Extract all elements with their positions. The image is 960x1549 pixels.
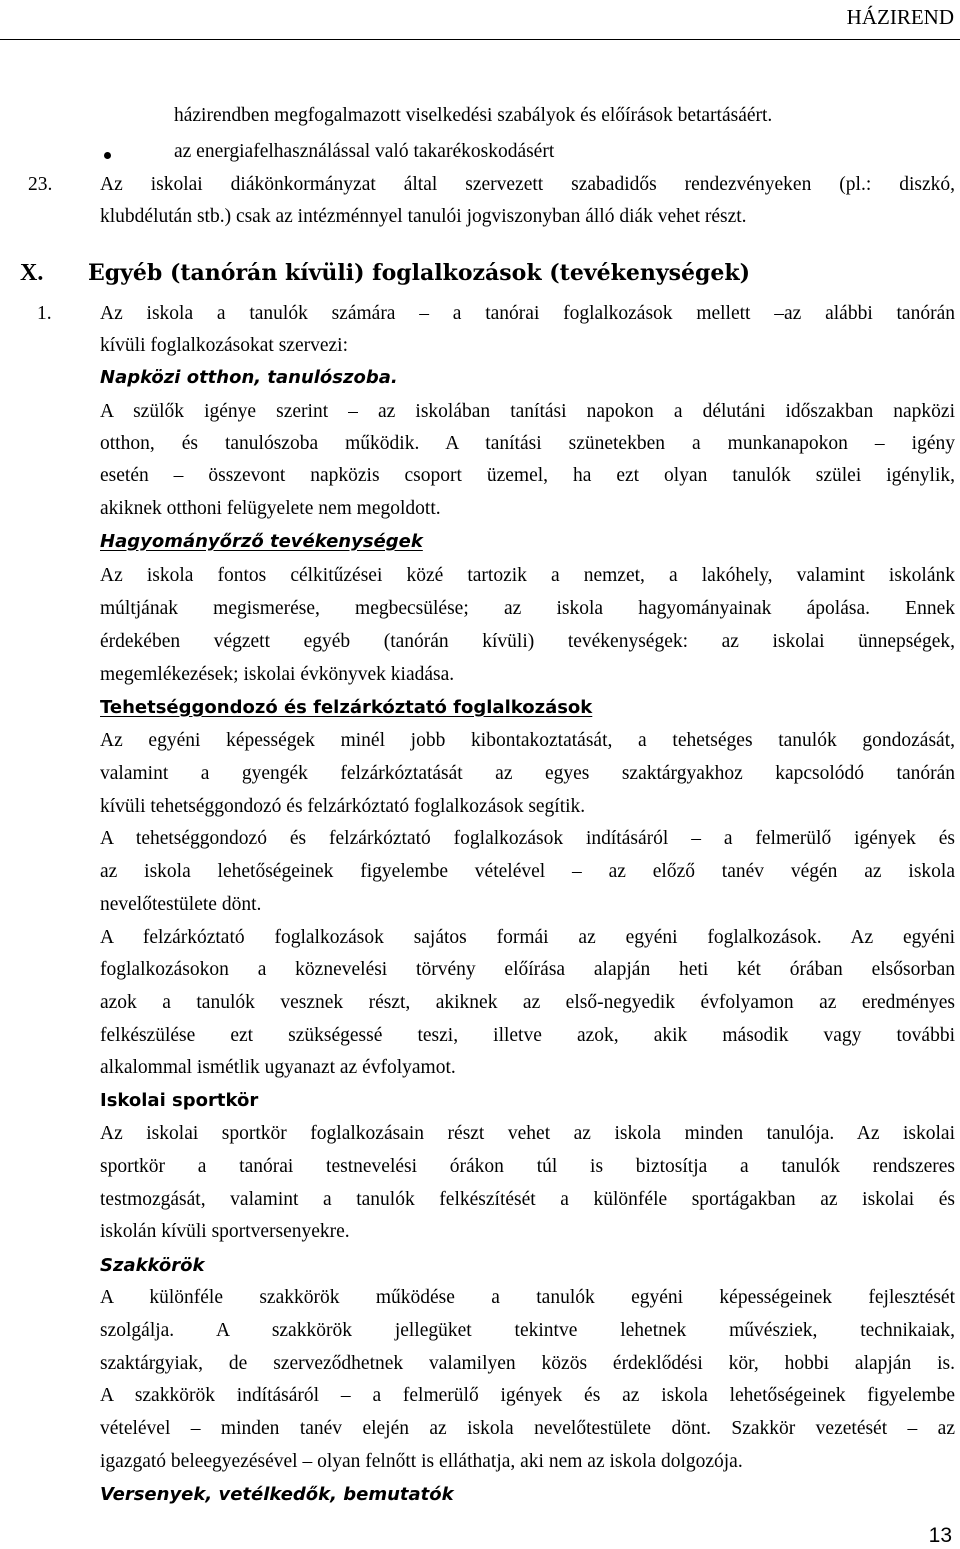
paragraph-line: alkalommal ismétlik ugyanazt az évfolyamot. [100, 1057, 456, 1078]
paragraph-line: sportkör a tanórai testnevelési órákon túl is biztosítja a tanulók rendszeres [100, 1156, 955, 1177]
paragraph-line: valamint a gyengék felzárkóztatását az egyes szaktárgyakhoz kapcsolódó tanórán [100, 763, 955, 784]
paragraph-line: A tehetséggondozó és felzárkóztató foglalkozások indításáról – a felmerülő igények és [100, 828, 955, 849]
section-number: X. [20, 260, 44, 286]
paragraph-line: foglalkozásokon a köznevelési törvény előírása alapján heti két órában elsősorban [100, 959, 955, 980]
paragraph-line: nevelőtestülete dönt. [100, 894, 262, 915]
paragraph-line: akiknek otthoni felügyelete nem megoldott. [100, 498, 441, 519]
napkozi-heading: Napközi otthon, tanulószoba. [100, 367, 398, 388]
item-23-line: Az iskolai diákönkormányzat által szervezett szabadidős rendezvényeken (pl.: diszkó, [100, 174, 955, 195]
paragraph-line: szolgálja. A szakkörök jellegüket tekintve lehetnek művésziek, technikaiak, [100, 1320, 955, 1341]
paragraph-line: A szakkörök indításáról – a felmerülő igények és az iskola lehetőségeinek figyelembe [100, 1385, 955, 1406]
paragraph-line: otthon, és tanulószoba működik. A tanítási szünetekben a munkanapokon – igény [100, 433, 955, 454]
paragraph-line: esetén – összevont napközis csoport üzemel, ha ezt olyan tanulók szülei igénylik, [100, 465, 955, 486]
hagyomany-heading: Hagyományőrző tevékenységek [100, 531, 423, 552]
section-title: Egyéb (tanórán kívüli) foglalkozások (tevékenységek) [88, 260, 751, 286]
page-number: 13 [928, 1524, 952, 1547]
szakkorok-heading: Szakkörök [100, 1255, 205, 1276]
item-23-line: klubdélután stb.) csak az intézménnyel tanulói jogviszonyban álló diák vehet részt. [100, 206, 747, 227]
paragraph-line: Az iskolai sportkör foglalkozásain részt vehet az iskola minden tanulója. Az iskolai [100, 1123, 955, 1144]
item-number-1: 1. [37, 303, 52, 324]
paragraph-line: az iskola lehetőségeinek figyelembe vételével – az előző tanév végén az iskola [100, 861, 955, 882]
versenyek-heading: Versenyek, vetélkedők, bemutatók [100, 1484, 454, 1505]
paragraph-line: vételével – minden tanév elején az iskola nevelőtestülete dönt. Szakkör vezetését – az [100, 1418, 955, 1439]
tehetseg-heading: Tehetséggondozó és felzárkóztató foglalkozások [100, 697, 593, 718]
item-number-23: 23. [28, 174, 53, 195]
paragraph-line: szaktárgyiak, de szerveződhetnek valamilyen közös érdeklődési kör, hobbi alapján is. [100, 1353, 955, 1374]
item-1-line: Az iskola a tanulók számára – a tanórai foglalkozások mellett –az alábbi tanórán [100, 303, 955, 324]
header-title: HÁZIREND [846, 5, 954, 29]
page-header [0, 0, 960, 40]
paragraph-line: testmozgását, valamint a tanulók felkészítését a különféle sportágakban az iskolai és [100, 1189, 955, 1210]
paragraph-line: Az egyéni képességek minél jobb kibontakoztatását, a tehetséges tanulók gondozását, [100, 730, 955, 751]
sportkor-heading: Iskolai sportkör [100, 1090, 259, 1111]
paragraph-line: A szülők igénye szerint – az iskolában tanítási napokon a délutáni időszakban napközi [100, 401, 955, 422]
paragraph-line: felkészülése ezt szükségessé teszi, illetve azok, akik második vagy további [100, 1025, 955, 1046]
paragraph-line: igazgató beleegyezésével – olyan felnőtt is elláthatja, aki nem az iskola dolgozója. [100, 1451, 743, 1472]
bullet-icon [104, 152, 111, 159]
paragraph-line: A különféle szakkörök működése a tanulók egyéni képességeinek fejlesztését [100, 1287, 955, 1308]
paragraph-line: iskolán kívüli sportversenyekre. [100, 1221, 350, 1242]
paragraph-line: múltjának megismerése, megbecsülése; az iskola hagyományainak ápolása. Ennek [100, 598, 955, 619]
paragraph-line: Az iskola fontos célkitűzései közé tartozik a nemzet, a lakóhely, valamint iskolánk [100, 565, 955, 586]
paragraph-line: megemlékezések; iskolai évkönyvek kiadása. [100, 664, 455, 685]
paragraph-line: A felzárkóztató foglalkozások sajátos formái az egyéni foglalkozások. Az egyéni [100, 927, 955, 948]
paragraph-line: azok a tanulók vesznek részt, akiknek az első-negyedik évfolyamon az eredményes [100, 992, 955, 1013]
item-1-line: kívüli foglalkozásokat szervezi: [100, 335, 348, 356]
paragraph-line: érdekében végzett egyéb (tanórán kívüli) tevékenységek: az iskolai ünnepségek, [100, 631, 955, 652]
paragraph-line: kívüli tehetséggondozó és felzárkóztató foglalkozások segítik. [100, 796, 586, 817]
continuation-line: házirendben megfogalmazott viselkedési szabályok és előírások betartásáért. [174, 105, 773, 126]
bullet-item: az energiafelhasználással való takarékoskodásért [174, 141, 555, 162]
